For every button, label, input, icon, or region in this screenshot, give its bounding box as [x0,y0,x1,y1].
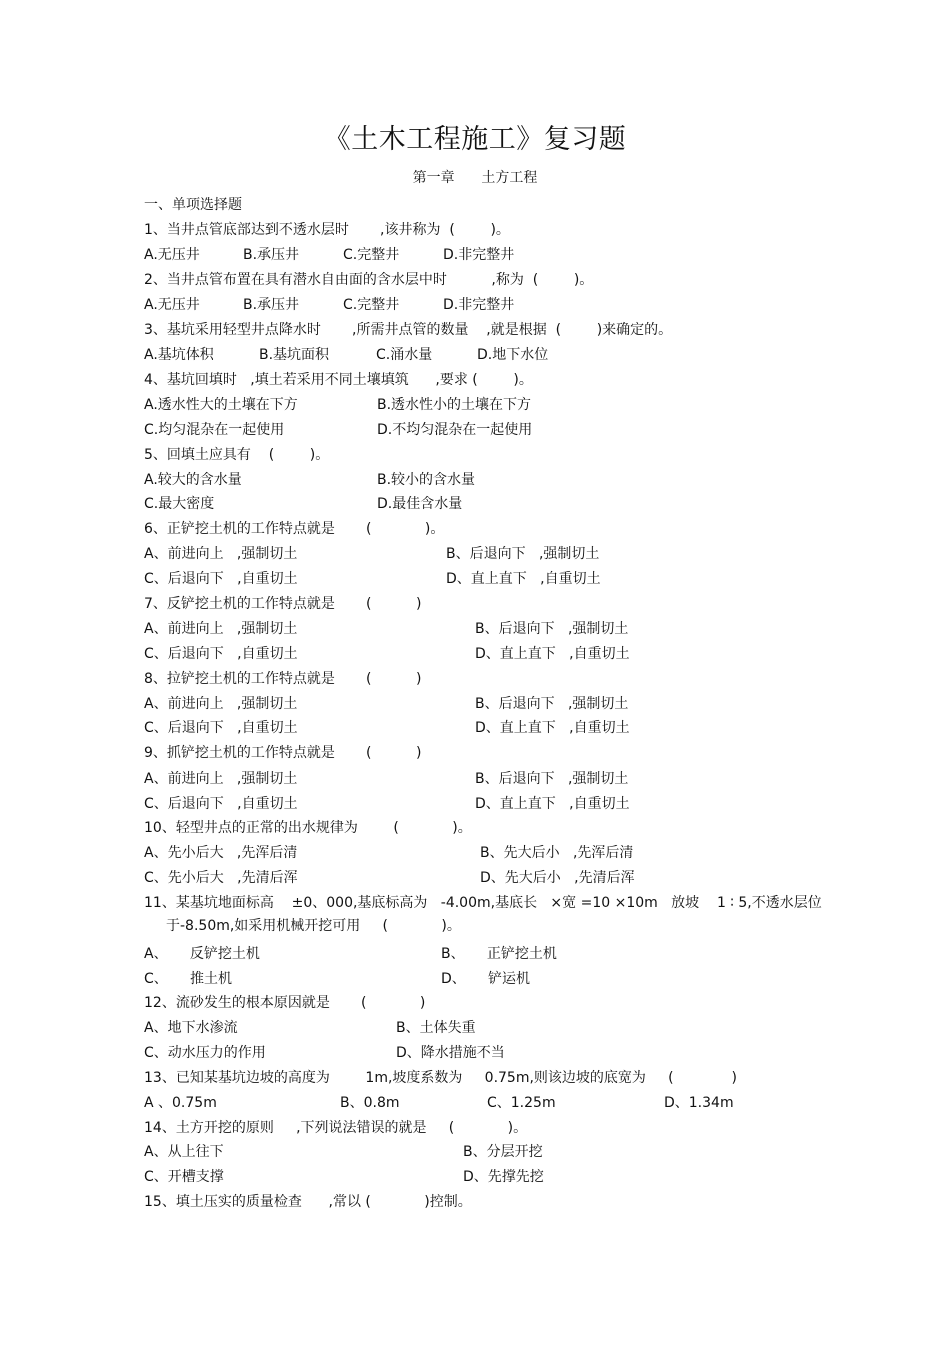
question-stem: 5、回填土应具有 ( )。 [144,447,330,463]
option-d: D.非完整井 [443,247,515,263]
option-d: D.最佳含水量 [377,496,463,512]
option-a: A、前进向上 ,强制切土 [144,696,298,712]
option-a: A.无压井 [144,247,200,263]
option-c: C.涌水量 [376,347,433,363]
option-b: B、先大后小 ,先浑后清 [480,845,634,861]
option-a: A.透水性大的土壤在下方 [144,397,298,413]
option-d: D、 铲运机 [441,971,531,987]
question-stem: 14、土方开挖的原则 ,下列说法错误的就是 ( )。 [144,1120,528,1136]
option-c: C、1.25m [487,1095,556,1111]
option-b: B、后退向下 ,强制切土 [475,771,629,787]
question-stem: 13、已知某基坑边坡的高度为 1m,坡度系数为 0.75m,则该边坡的底宽为 ( ) [144,1070,737,1086]
option-d: D、直上直下 ,自重切土 [475,720,630,736]
option-b: B、后退向下 ,强制切土 [475,621,629,637]
option-b: B、分层开挖 [463,1144,543,1160]
question-stem-continuation: 于-8.50m,如采用机械开挖可用 ( )。 [166,918,461,934]
option-c: C、开槽支撑 [144,1169,224,1185]
option-c: C.完整井 [343,297,400,313]
option-a: A 、0.75m [144,1095,217,1111]
option-c: C.最大密度 [144,496,215,512]
option-c: C.完整井 [343,247,400,263]
option-b: B.承压井 [243,297,300,313]
option-a: A.基坑体积 [144,347,214,363]
question-stem: 11、某基坑地面标高 ±0、000,基底标高为 -4.00m,基底长 ×宽 =10 ×10m 放坡 1 ∶ 5,不透水层位 [144,895,822,911]
option-a: A、地下水渗流 [144,1020,238,1036]
option-a: A.无压井 [144,297,200,313]
option-d: D、降水措施不当 [396,1045,505,1061]
option-c: C、后退向下 ,自重切土 [144,720,298,736]
option-d: D、直上直下 ,自重切土 [475,646,630,662]
option-b: B、 正铲挖土机 [441,946,557,962]
option-d: D、1.34m [664,1095,734,1111]
option-b: B.较小的含水量 [377,472,476,488]
question-stem: 12、流砂发生的根本原因就是 ( ) [144,995,426,1011]
option-d: D、直上直下 ,自重切土 [446,571,601,587]
question-stem: 1、当井点管底部达到不透水层时 ,该井称为 ( )。 [144,222,510,238]
option-a: A、前进向上 ,强制切土 [144,621,298,637]
option-c: C、动水压力的作用 [144,1045,266,1061]
question-stem: 10、轻型井点的正常的出水规律为 ( )。 [144,820,472,836]
option-b: B.基坑面积 [259,347,330,363]
option-c: C、后退向下 ,自重切土 [144,796,298,812]
document-title: 《土木工程施工》复习题 [323,124,627,155]
option-a: A、前进向上 ,强制切土 [144,546,298,562]
chapter-heading: 第一章 土方工程 [412,170,538,186]
section-heading: 一、单项选择题 [144,197,242,213]
question-stem: 8、拉铲挖土机的工作特点就是 ( ) [144,671,422,687]
question-stem: 4、基坑回填时 ,填土若采用不同土壤填筑 ,要求 ( )。 [144,372,533,388]
option-d: D、先撑先挖 [463,1169,544,1185]
option-d: D、直上直下 ,自重切土 [475,796,630,812]
option-c: C、 推土机 [144,971,233,987]
question-stem: 6、正铲挖土机的工作特点就是 ( )。 [144,521,445,537]
option-d: D、先大后小 ,先清后浑 [480,870,635,886]
option-d: D.地下水位 [477,347,549,363]
option-d: D.非完整井 [443,297,515,313]
option-a: A、先小后大 ,先浑后清 [144,845,298,861]
option-a: A.较大的含水量 [144,472,242,488]
option-b: B、后退向下 ,强制切土 [475,696,629,712]
option-a: A、 反铲挖土机 [144,946,260,962]
option-a: A、从上往下 [144,1144,224,1160]
option-b: B、后退向下 ,强制切土 [446,546,600,562]
question-stem: 9、抓铲挖土机的工作特点就是 ( ) [144,745,422,761]
question-stem: 3、基坑采用轻型井点降水时 ,所需井点管的数量 ,就是根据 ( )来确定的。 [144,322,673,338]
option-b: B、土体失重 [396,1020,476,1036]
question-stem: 7、反铲挖土机的工作特点就是 ( ) [144,596,422,612]
question-stem: 15、填土压实的质量检查 ,常以 ( )控制。 [144,1194,472,1210]
option-c: C、后退向下 ,自重切土 [144,646,298,662]
option-b: B.承压井 [243,247,300,263]
option-b: B、0.8m [340,1095,400,1111]
question-stem: 2、当井点管布置在具有潜水自由面的含水层中时 ,称为 ( )。 [144,272,594,288]
option-c: C、先小后大 ,先清后浑 [144,870,298,886]
option-b: B.透水性小的土壤在下方 [377,397,532,413]
option-c: C.均匀混杂在一起使用 [144,422,285,438]
option-a: A、前进向上 ,强制切土 [144,771,298,787]
option-c: C、后退向下 ,自重切土 [144,571,298,587]
option-d: D.不均匀混杂在一起使用 [377,422,533,438]
